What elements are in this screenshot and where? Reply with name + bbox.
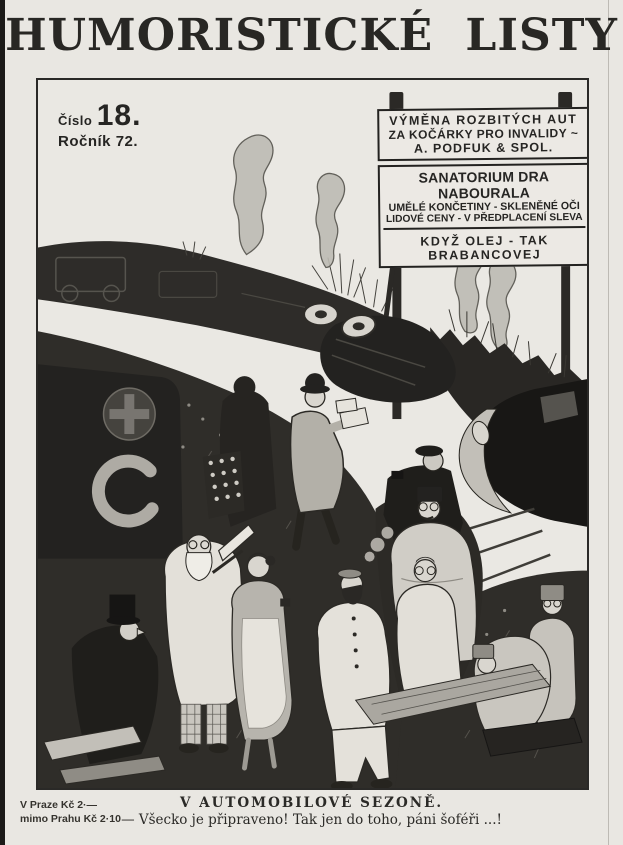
magazine-title: HUMORISTICKÉ LISTY bbox=[5, 10, 618, 61]
billboard-panel-sanatorium bbox=[378, 163, 589, 268]
caption-block bbox=[0, 795, 623, 828]
page-edge-shadow bbox=[0, 0, 5, 845]
caption-text: — Všecko je připraveno! Tak jen do toho, páni šoféři ...! bbox=[121, 812, 502, 828]
pillbox-cap-icon bbox=[540, 585, 564, 601]
exchange-ad-line2: ZA KOČÁRKY PRO INVALIDY ~ bbox=[388, 126, 579, 142]
sanatorium-ad-line1: SANATORIUM DRA NABOURALA bbox=[418, 168, 550, 202]
billboard-panel-exchange bbox=[377, 107, 589, 161]
cartoon-frame bbox=[36, 78, 589, 790]
pillbox-cap-icon bbox=[473, 644, 494, 658]
volume-label: Ročník bbox=[58, 132, 112, 150]
issue-number: 18. bbox=[96, 99, 142, 132]
billboard bbox=[377, 107, 589, 268]
pillbox-cap-icon bbox=[417, 487, 442, 502]
sanatorium-ad-line3: LIDOVÉ CENY - V PŘEDPLACENÍ SLEVA bbox=[385, 211, 583, 226]
price-outside: mimo Prahu Kč 2·10 bbox=[20, 813, 121, 826]
oil-ad-line1: KDYŽ OLEJ - TAK BRABANCOVEJ bbox=[420, 233, 549, 263]
price-prague: V Praze Kč 2·— bbox=[20, 799, 98, 811]
page-edge-line bbox=[608, 0, 609, 845]
volume-number: 72. bbox=[115, 132, 139, 150]
flat-cap-icon bbox=[415, 445, 443, 456]
exchange-ad-line3: A. PODFUK & SPOL. bbox=[413, 140, 554, 156]
ambulance bbox=[38, 364, 183, 558]
billboard-divider bbox=[383, 226, 585, 230]
exchange-ad-line1: VÝMĚNA ROZBITÝCH AUT bbox=[389, 112, 578, 128]
sanatorium-ad-line2: UMĚLÉ KONČETINY - SKLENĚNÉ OČI bbox=[388, 199, 580, 214]
red-cross-icon bbox=[104, 388, 156, 440]
volume-line bbox=[58, 134, 141, 150]
bowler-hat-icon bbox=[300, 373, 330, 393]
caption-title: V AUTOMOBILOVÉ SEZONĚ. bbox=[179, 795, 444, 811]
top-hat-icon bbox=[107, 595, 141, 625]
cap-icon bbox=[338, 569, 362, 578]
issue-block bbox=[58, 100, 141, 149]
issue-label: Číslo bbox=[58, 113, 93, 128]
